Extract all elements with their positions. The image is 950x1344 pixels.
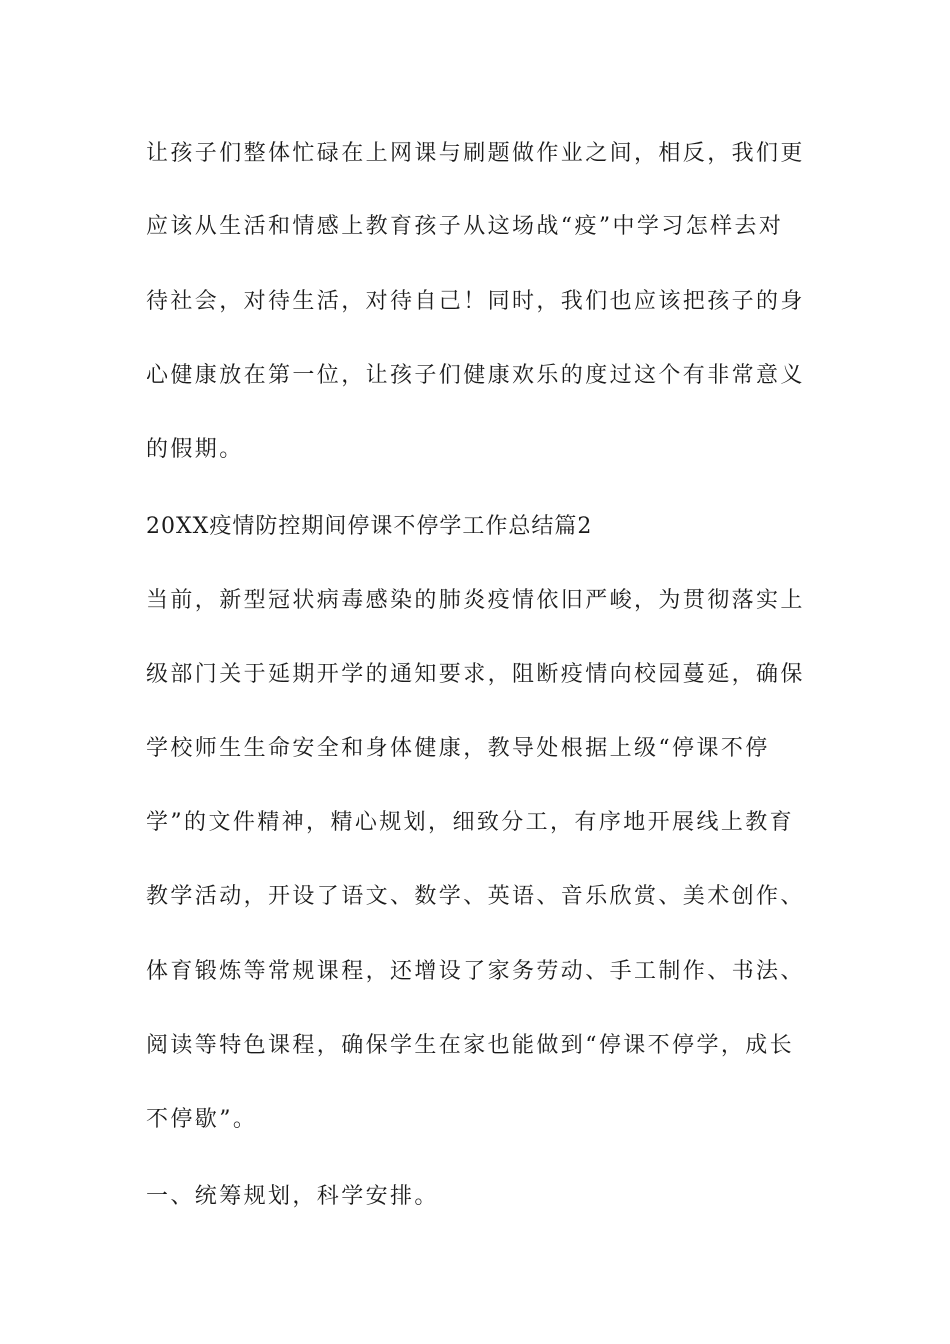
paragraph-1-line-2: 应该从生活和情感上教育孩子从这场战“疫”中学习怎样去对 xyxy=(146,214,784,239)
paragraph-1-line-5: 的假期。 xyxy=(146,437,244,462)
paragraph-2-line-4: 学”的文件精神，精心规划，细致分工，有序地开展线上教育 xyxy=(146,810,795,835)
paragraph-2-line-5: 教学活动，开设了语文、数学、英语、音乐欣赏、美术创作、 xyxy=(146,884,805,909)
subheading-1: 一、统筹规划，科学安排。 xyxy=(146,1184,439,1209)
paragraph-1-line-3: 待社会，对待生活，对待自己！同时，我们也应该把孩子的身 xyxy=(146,289,805,314)
paragraph-2-line-3: 学校师生生命安全和身体健康，教导处根据上级“停课不停 xyxy=(146,736,770,761)
section-title: 20XX疫情防控期间停课不停学工作总结篇2 xyxy=(146,514,593,539)
paragraph-2-line-2: 级部门关于延期开学的通知要求，阻断疫情向校园蔓延，确保 xyxy=(146,662,805,687)
paragraph-2-line-1: 当前，新型冠状病毒感染的肺炎疫情依旧严峻，为贯彻落实上 xyxy=(146,588,805,613)
paragraph-1-line-1: 让孩子们整体忙碌在上网课与刷题做作业之间，相反，我们更 xyxy=(146,141,805,166)
paragraph-2-line-8: 不停歇”。 xyxy=(146,1107,258,1132)
paragraph-2-line-7: 阅读等特色课程，确保学生在家也能做到“停课不停学，成长 xyxy=(146,1033,795,1058)
paragraph-2-line-6: 体育锻炼等常规课程，还增设了家务劳动、手工制作、书法、 xyxy=(146,959,805,984)
paragraph-1-line-4: 心健康放在第一位，让孩子们健康欢乐的度过这个有非常意义 xyxy=(146,363,805,388)
